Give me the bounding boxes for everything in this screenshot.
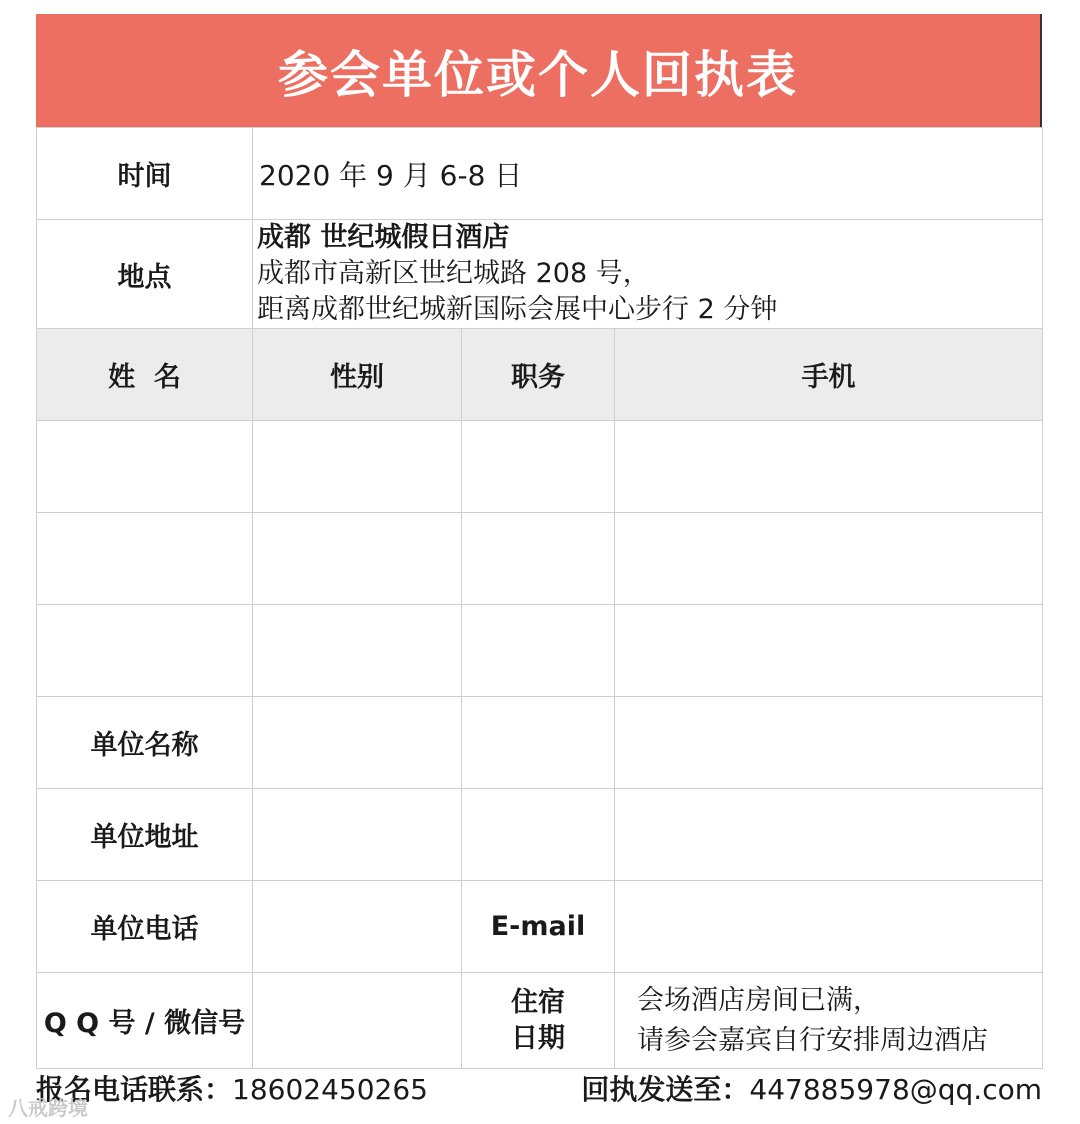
attendee-mobile-field[interactable] [615, 421, 1043, 513]
header-name: 姓 名 [37, 329, 253, 421]
watermark: 八戒跨境 [8, 1096, 88, 1120]
org-name-label: 单位名称 [37, 697, 253, 789]
row-qq-stay [37, 973, 1043, 1069]
header-position: 职务 [462, 329, 615, 421]
register-phone: 18602450265 [232, 1073, 428, 1106]
org-name-field-b[interactable] [462, 697, 615, 789]
register-contact [36, 1068, 428, 1108]
form-table [36, 127, 1043, 1069]
org-name-field-c[interactable] [615, 697, 1043, 789]
place-label: 地点 [37, 220, 253, 329]
attendee-row [37, 421, 1043, 513]
reply-email: 447885978@qq.com [749, 1073, 1042, 1106]
attendee-position-field[interactable] [462, 605, 615, 697]
attendee-name-field[interactable] [37, 421, 253, 513]
row-org-address [37, 789, 1043, 881]
place-name: 成都 世纪城假日酒店 [257, 222, 510, 253]
qq-wechat-label: Q Q 号 / 微信号 [37, 973, 253, 1069]
stay-note-line2: 请参会嘉宾自行安排周边酒店 [637, 1024, 988, 1056]
org-name-field-a[interactable] [253, 697, 462, 789]
attendee-gender-field[interactable] [253, 513, 462, 605]
register-label: 报名电话联系： [36, 1073, 233, 1106]
row-headers [37, 329, 1043, 421]
stay-label-line2: 日期 [511, 1022, 565, 1054]
header-mobile: 手机 [615, 329, 1043, 421]
row-time [37, 128, 1043, 220]
email-label: E-mail [462, 881, 615, 973]
place-address-line2: 距离成都世纪城新国际会展中心步行 2 分钟 [257, 294, 778, 325]
time-value: 2020 年 9 月 6-8 日 [253, 128, 1043, 220]
attendee-gender-field[interactable] [253, 421, 462, 513]
receipt-form [36, 14, 1042, 1069]
stay-note [615, 973, 1043, 1069]
attendee-gender-field[interactable] [253, 605, 462, 697]
form-title: 参会单位或个人回执表 [36, 14, 1042, 127]
attendee-mobile-field[interactable] [615, 605, 1043, 697]
footer [36, 1068, 1042, 1112]
attendee-row [37, 605, 1043, 697]
attendee-position-field[interactable] [462, 513, 615, 605]
org-address-field-a[interactable] [253, 789, 462, 881]
org-phone-field[interactable] [253, 881, 462, 973]
row-place [37, 220, 1043, 329]
qq-wechat-field[interactable] [253, 973, 462, 1069]
org-phone-label: 单位电话 [37, 881, 253, 973]
place-value [253, 220, 1043, 329]
reply-contact [581, 1068, 1042, 1108]
attendee-name-field[interactable] [37, 605, 253, 697]
stay-label-line1: 住宿 [511, 986, 565, 1018]
attendee-name-field[interactable] [37, 513, 253, 605]
email-field[interactable] [615, 881, 1043, 973]
org-address-field-b[interactable] [462, 789, 615, 881]
org-address-label: 单位地址 [37, 789, 253, 881]
attendee-position-field[interactable] [462, 421, 615, 513]
stay-date-label [462, 973, 615, 1069]
time-label: 时间 [37, 128, 253, 220]
place-address-line1: 成都市高新区世纪城路 208 号， [257, 258, 650, 289]
attendee-row [37, 513, 1043, 605]
stay-note-line1: 会场酒店房间已满， [637, 984, 880, 1016]
attendee-mobile-field[interactable] [615, 513, 1043, 605]
reply-label: 回执发送至： [581, 1073, 750, 1106]
org-address-field-c[interactable] [615, 789, 1043, 881]
row-org-phone [37, 881, 1043, 973]
row-org-name [37, 697, 1043, 789]
header-gender: 性别 [253, 329, 462, 421]
